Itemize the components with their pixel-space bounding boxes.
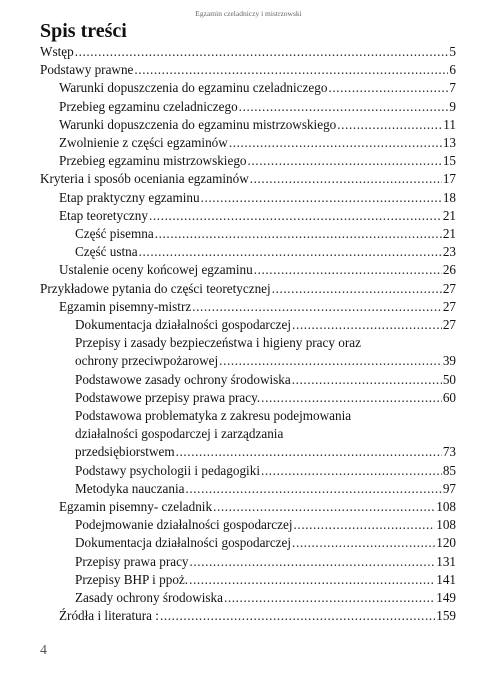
toc-entry-title: Przepisy BHP i ppoż.: [75, 571, 189, 587]
toc-entry-title: Dokumentacja działalności gospodarczej: [75, 535, 292, 551]
toc-entry[interactable]: [40, 170, 456, 188]
toc-entry-title: Podstawowa problematyka z zakresu podejmowania: [75, 408, 352, 424]
toc-entry-page: 60: [442, 389, 456, 405]
toc-entry[interactable]: [40, 261, 456, 279]
toc-entry-page: 50: [442, 371, 456, 387]
toc-entry-page: 21: [442, 207, 456, 223]
toc-entry-title: Egzamin pisemny-mistrz: [59, 298, 192, 314]
toc-entry[interactable]: [40, 553, 456, 571]
dot-leader: [261, 462, 442, 480]
dot-leader: [201, 189, 442, 207]
dot-leader: [328, 79, 448, 97]
toc-entry-page: 131: [436, 553, 456, 569]
toc-entry-page: 9: [449, 98, 456, 114]
dot-leader: [272, 280, 442, 298]
toc-entry-page: 97: [442, 480, 456, 496]
toc-entry-title: Zwolnienie z części egzaminów: [59, 135, 228, 151]
toc-entry[interactable]: [40, 607, 456, 625]
running-head: Egzamin czeladniczy i mistrzowski: [195, 9, 302, 18]
toc-entry[interactable]: [40, 189, 456, 207]
toc-entry-page: 120: [436, 535, 456, 551]
dot-leader: [250, 170, 442, 188]
toc-entry-page: 27: [442, 298, 456, 314]
toc-entry-title: Podstawy prawne: [40, 62, 134, 78]
dot-leader: [292, 534, 435, 552]
dot-leader: [229, 134, 442, 152]
toc-entry-title: Dokumentacja działalności gospodarczej: [75, 317, 292, 333]
toc-entry-page: 6: [449, 62, 456, 78]
toc-entry-title: Przepisy i zasady bezpieczeństwa i higieny pracy oraz: [75, 335, 361, 351]
toc-entry[interactable]: [40, 116, 456, 134]
toc-entry-page: 73: [442, 444, 456, 460]
toc-entry[interactable]: [40, 462, 456, 480]
toc-entry[interactable]: [40, 280, 456, 298]
dot-leader: [292, 371, 442, 389]
toc-entry[interactable]: [40, 371, 456, 389]
toc-entry-page: 21: [442, 226, 456, 242]
toc-entry-page: 5: [449, 44, 456, 59]
toc-entry-title: działalności gospodarczej i zarządzania: [75, 426, 284, 442]
toc-entry[interactable]: [40, 589, 456, 607]
toc-entry-title: Kryteria i sposób oceniania egzaminów: [40, 171, 249, 187]
toc-entry[interactable]: [40, 480, 456, 498]
toc-entry[interactable]: [40, 298, 456, 316]
toc-entry-page: 18: [442, 189, 456, 205]
toc-entry[interactable]: [40, 516, 456, 534]
toc-entry-title: Część ustna: [75, 244, 138, 260]
toc-entry-title: Zasady ochrony środowiska: [75, 590, 223, 606]
dot-leader: [134, 61, 448, 79]
dot-leader: [337, 116, 442, 134]
toc-entry[interactable]: [40, 316, 456, 334]
dot-leader: [149, 207, 442, 225]
page-title: Spis treści: [40, 20, 127, 42]
toc-entry-page: 39: [442, 353, 456, 369]
dot-leader: [219, 352, 442, 370]
dot-leader: [155, 225, 442, 243]
toc-entry-page: 149: [436, 590, 456, 606]
toc-entry[interactable]: [40, 134, 456, 152]
toc-entry[interactable]: [40, 389, 456, 407]
toc-entry[interactable]: [40, 334, 456, 370]
toc-entry[interactable]: [40, 207, 456, 225]
toc-entry[interactable]: [40, 98, 456, 116]
dot-leader: [261, 389, 442, 407]
toc-entry-page: 108: [436, 499, 456, 515]
toc-entry-title: ochrony przeciwpożarowej: [75, 353, 219, 369]
dot-leader: [75, 43, 449, 61]
dot-leader: [160, 607, 435, 625]
dot-leader: [248, 152, 442, 170]
toc-entry-title: Etap praktyczny egzaminu: [59, 189, 200, 205]
toc-entry-title: przedsiębiorstwem: [75, 444, 175, 460]
toc-entry[interactable]: [40, 79, 456, 97]
dot-leader: [239, 98, 449, 116]
toc-entry-title: Część pisemna: [75, 226, 154, 242]
dot-leader: [189, 571, 435, 589]
toc-entry-title: Przykładowe pytania do części teoretycznej: [40, 280, 271, 296]
dot-leader: [294, 516, 436, 534]
dot-leader: [192, 298, 442, 316]
toc-entry-page: 85: [442, 462, 456, 478]
toc-entry-title: Podstawowe zasady ochrony środowiska: [75, 371, 291, 387]
toc-entry-page: 159: [436, 608, 456, 624]
toc-entry-page: 7: [449, 80, 456, 96]
toc-entry-page: 17: [442, 171, 456, 187]
toc-entry[interactable]: [40, 43, 456, 61]
toc-entry-page: 11: [443, 116, 456, 132]
toc-entry-page: 13: [442, 135, 456, 151]
dot-leader: [254, 261, 442, 279]
toc-entry-title: Etap teoretyczny: [59, 207, 148, 223]
toc-entry-title: Warunki dopuszczenia do egzaminu mistrzowskiego: [59, 116, 337, 132]
page-number: 4: [40, 643, 47, 658]
toc-entry-title: Przebieg egzaminu czeladniczego: [59, 98, 238, 114]
toc-entry-title: Egzamin pisemny- czeladnik: [59, 499, 213, 515]
toc-entry[interactable]: [40, 571, 456, 589]
toc-entry-title: Ustalenie oceny końcowej egzaminu: [59, 262, 253, 278]
toc-entry-title: Przepisy prawa pracy: [75, 553, 189, 569]
dot-leader: [139, 243, 442, 261]
toc-entry-page: 27: [442, 280, 456, 296]
toc-entry-title: Podstawy psychologii i pedagogiki: [75, 462, 260, 478]
dot-leader: [213, 498, 435, 516]
toc-entry-title: Metodyka nauczania: [75, 480, 185, 496]
toc-entry[interactable]: [40, 225, 456, 243]
toc-entry-title: Wstęp: [40, 44, 74, 59]
dot-leader: [224, 589, 435, 607]
toc-entry-page: 27: [442, 317, 456, 333]
table-of-contents: [40, 43, 456, 626]
dot-leader: [190, 553, 436, 571]
toc-entry-title: Podstawowe przepisy prawa pracy.: [75, 389, 261, 405]
toc-entry-page: 141: [436, 571, 456, 587]
toc-entry[interactable]: [40, 407, 456, 462]
dot-leader: [292, 316, 442, 334]
dot-leader: [176, 443, 442, 461]
toc-entry-page: 23: [442, 244, 456, 260]
toc-entry-title: Warunki dopuszczenia do egzaminu czeladniczego: [59, 80, 328, 96]
toc-entry-title: Podejmowanie działalności gospodarczej: [75, 517, 293, 533]
toc-entry[interactable]: [40, 498, 456, 516]
toc-entry-page: 26: [442, 262, 456, 278]
toc-entry[interactable]: [40, 243, 456, 261]
toc-entry[interactable]: [40, 152, 456, 170]
toc-entry-title: Przebieg egzaminu mistrzowskiego: [59, 153, 247, 169]
toc-entry-page: 15: [442, 153, 456, 169]
toc-entry[interactable]: [40, 61, 456, 79]
toc-entry[interactable]: [40, 534, 456, 552]
toc-entry-page: 108: [436, 517, 456, 533]
dot-leader: [185, 480, 441, 498]
toc-entry-title: Źródła i literatura :: [59, 608, 159, 624]
